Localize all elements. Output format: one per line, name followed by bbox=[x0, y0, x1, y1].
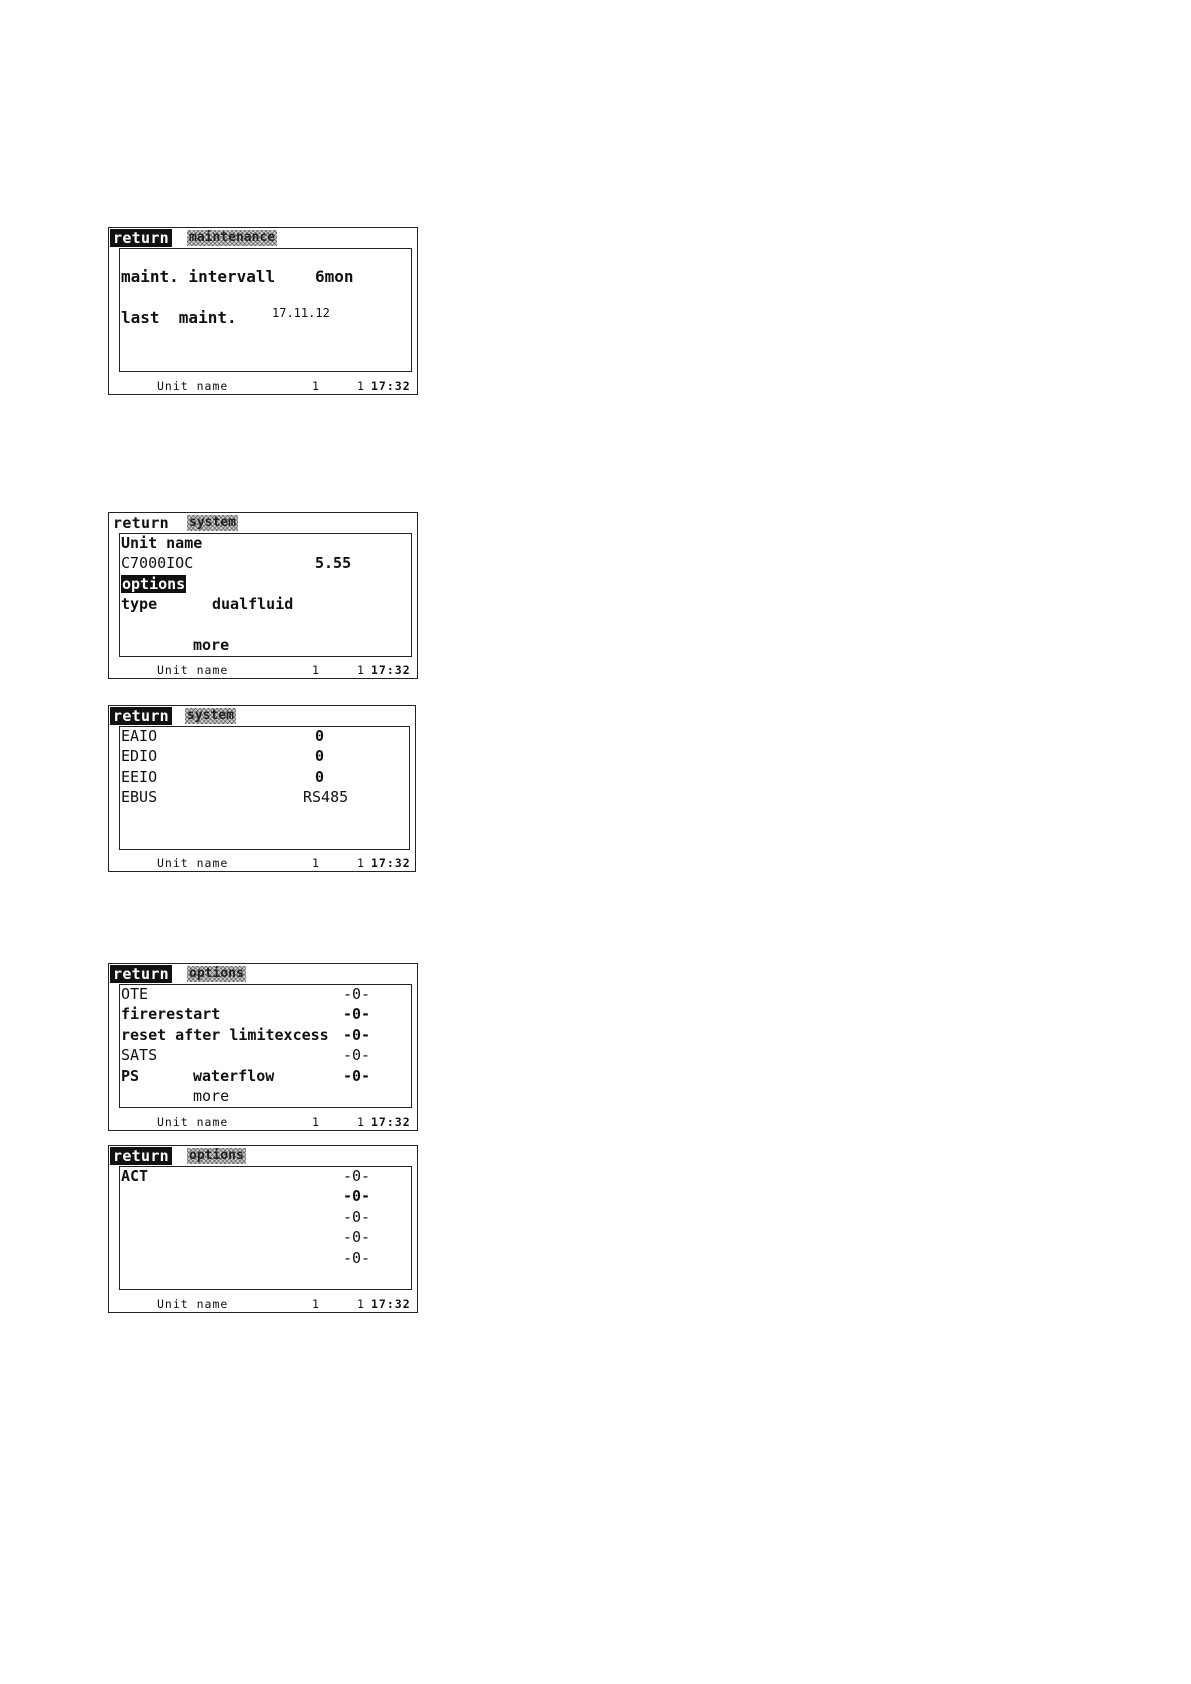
content-panel bbox=[119, 1166, 412, 1290]
ote-label: OTE bbox=[121, 985, 149, 1003]
tab-options[interactable]: options bbox=[189, 1148, 244, 1163]
status-footer bbox=[109, 1114, 417, 1130]
content-panel bbox=[119, 984, 412, 1108]
tab-system[interactable]: system bbox=[189, 515, 236, 530]
option-value[interactable]: -0- bbox=[343, 1187, 371, 1205]
footer-clock: 17:32 bbox=[371, 856, 411, 870]
status-footer bbox=[109, 1296, 417, 1312]
edio-label: EDIO bbox=[121, 747, 158, 765]
ebus-value: RS485 bbox=[303, 788, 349, 806]
content-panel bbox=[119, 248, 412, 372]
footer-number-1: 1 bbox=[312, 1115, 320, 1129]
tab-system[interactable]: system bbox=[187, 708, 234, 723]
footer-number-1: 1 bbox=[312, 663, 320, 677]
footer-number-2: 1 bbox=[357, 1115, 365, 1129]
return-button[interactable]: return bbox=[110, 707, 172, 725]
ps-label: PS bbox=[121, 1067, 140, 1085]
footer-number-1: 1 bbox=[312, 1297, 320, 1311]
more-link[interactable]: more bbox=[193, 1087, 230, 1105]
maintenance-screen bbox=[108, 227, 418, 395]
content-panel bbox=[119, 726, 410, 850]
options-label: options bbox=[122, 575, 186, 593]
act-label: ACT bbox=[121, 1167, 149, 1185]
model-label: C7000IOC bbox=[121, 554, 194, 572]
footer-clock: 17:32 bbox=[371, 379, 411, 393]
ebus-label: EBUS bbox=[121, 788, 158, 806]
return-button[interactable]: return bbox=[110, 514, 172, 532]
ps-value[interactable]: -0- bbox=[343, 1067, 371, 1085]
title-bar bbox=[109, 1146, 417, 1166]
title-bar bbox=[109, 706, 415, 726]
sats-label: SATS bbox=[121, 1046, 158, 1064]
status-footer bbox=[109, 855, 415, 871]
option-value[interactable]: -0- bbox=[343, 1249, 371, 1267]
footer-number-2: 1 bbox=[357, 663, 365, 677]
firerestart-label: firerestart bbox=[121, 1005, 221, 1023]
title-bar bbox=[109, 513, 417, 533]
content-panel bbox=[119, 533, 412, 657]
ote-value[interactable]: -0- bbox=[343, 985, 371, 1003]
eeio-value: 0 bbox=[315, 768, 325, 786]
footer-number-2: 1 bbox=[357, 379, 365, 393]
eaio-value: 0 bbox=[315, 727, 325, 745]
eeio-label: EEIO bbox=[121, 768, 158, 786]
eaio-label: EAIO bbox=[121, 727, 158, 745]
options-button[interactable] bbox=[121, 575, 186, 594]
footer-unit-name: Unit name bbox=[157, 1297, 229, 1311]
return-button[interactable]: return bbox=[110, 1147, 172, 1165]
title-bar bbox=[109, 964, 417, 984]
firerestart-value[interactable]: -0- bbox=[343, 1005, 371, 1023]
options-screen-2 bbox=[108, 1145, 418, 1313]
more-link[interactable]: more bbox=[193, 636, 230, 654]
unit-name-label: Unit name bbox=[121, 534, 203, 552]
footer-number-1: 1 bbox=[312, 856, 320, 870]
status-footer bbox=[109, 378, 417, 394]
edio-value: 0 bbox=[315, 747, 325, 765]
act-value[interactable]: -0- bbox=[343, 1167, 371, 1185]
system-info-screen bbox=[108, 512, 418, 679]
option-value[interactable]: -0- bbox=[343, 1208, 371, 1226]
option-value[interactable]: -0- bbox=[343, 1228, 371, 1246]
maint-interval-label: maint. intervall bbox=[121, 267, 276, 286]
sats-value[interactable]: -0- bbox=[343, 1046, 371, 1064]
footer-clock: 17:32 bbox=[371, 1115, 411, 1129]
footer-number-2: 1 bbox=[357, 1297, 365, 1311]
last-maint-label: last maint. bbox=[121, 308, 237, 327]
footer-clock: 17:32 bbox=[371, 663, 411, 677]
status-footer bbox=[109, 662, 417, 678]
reset-after-limitexcess-value[interactable]: -0- bbox=[343, 1026, 371, 1044]
return-button[interactable]: return bbox=[110, 965, 172, 983]
ps-waterflow-label: waterflow bbox=[193, 1067, 275, 1085]
footer-unit-name: Unit name bbox=[157, 856, 229, 870]
reset-after-limitexcess-label: reset after limitexcess bbox=[121, 1026, 329, 1044]
footer-unit-name: Unit name bbox=[157, 379, 229, 393]
tab-options[interactable]: options bbox=[189, 966, 244, 981]
title-bar bbox=[109, 228, 417, 248]
system-extensions-screen bbox=[108, 705, 416, 872]
footer-unit-name: Unit name bbox=[157, 1115, 229, 1129]
type-value: dualfluid bbox=[212, 595, 294, 613]
last-maint-value: 17.11.12 bbox=[272, 306, 330, 320]
footer-number-1: 1 bbox=[312, 379, 320, 393]
version-value: 5.55 bbox=[315, 554, 352, 572]
maint-interval-value[interactable]: 6mon bbox=[315, 267, 354, 286]
footer-unit-name: Unit name bbox=[157, 663, 229, 677]
footer-clock: 17:32 bbox=[371, 1297, 411, 1311]
tab-maintenance[interactable]: maintenance bbox=[189, 230, 276, 245]
type-label: type bbox=[121, 595, 158, 613]
options-screen-1 bbox=[108, 963, 418, 1131]
return-button[interactable]: return bbox=[110, 229, 172, 247]
footer-number-2: 1 bbox=[357, 856, 365, 870]
